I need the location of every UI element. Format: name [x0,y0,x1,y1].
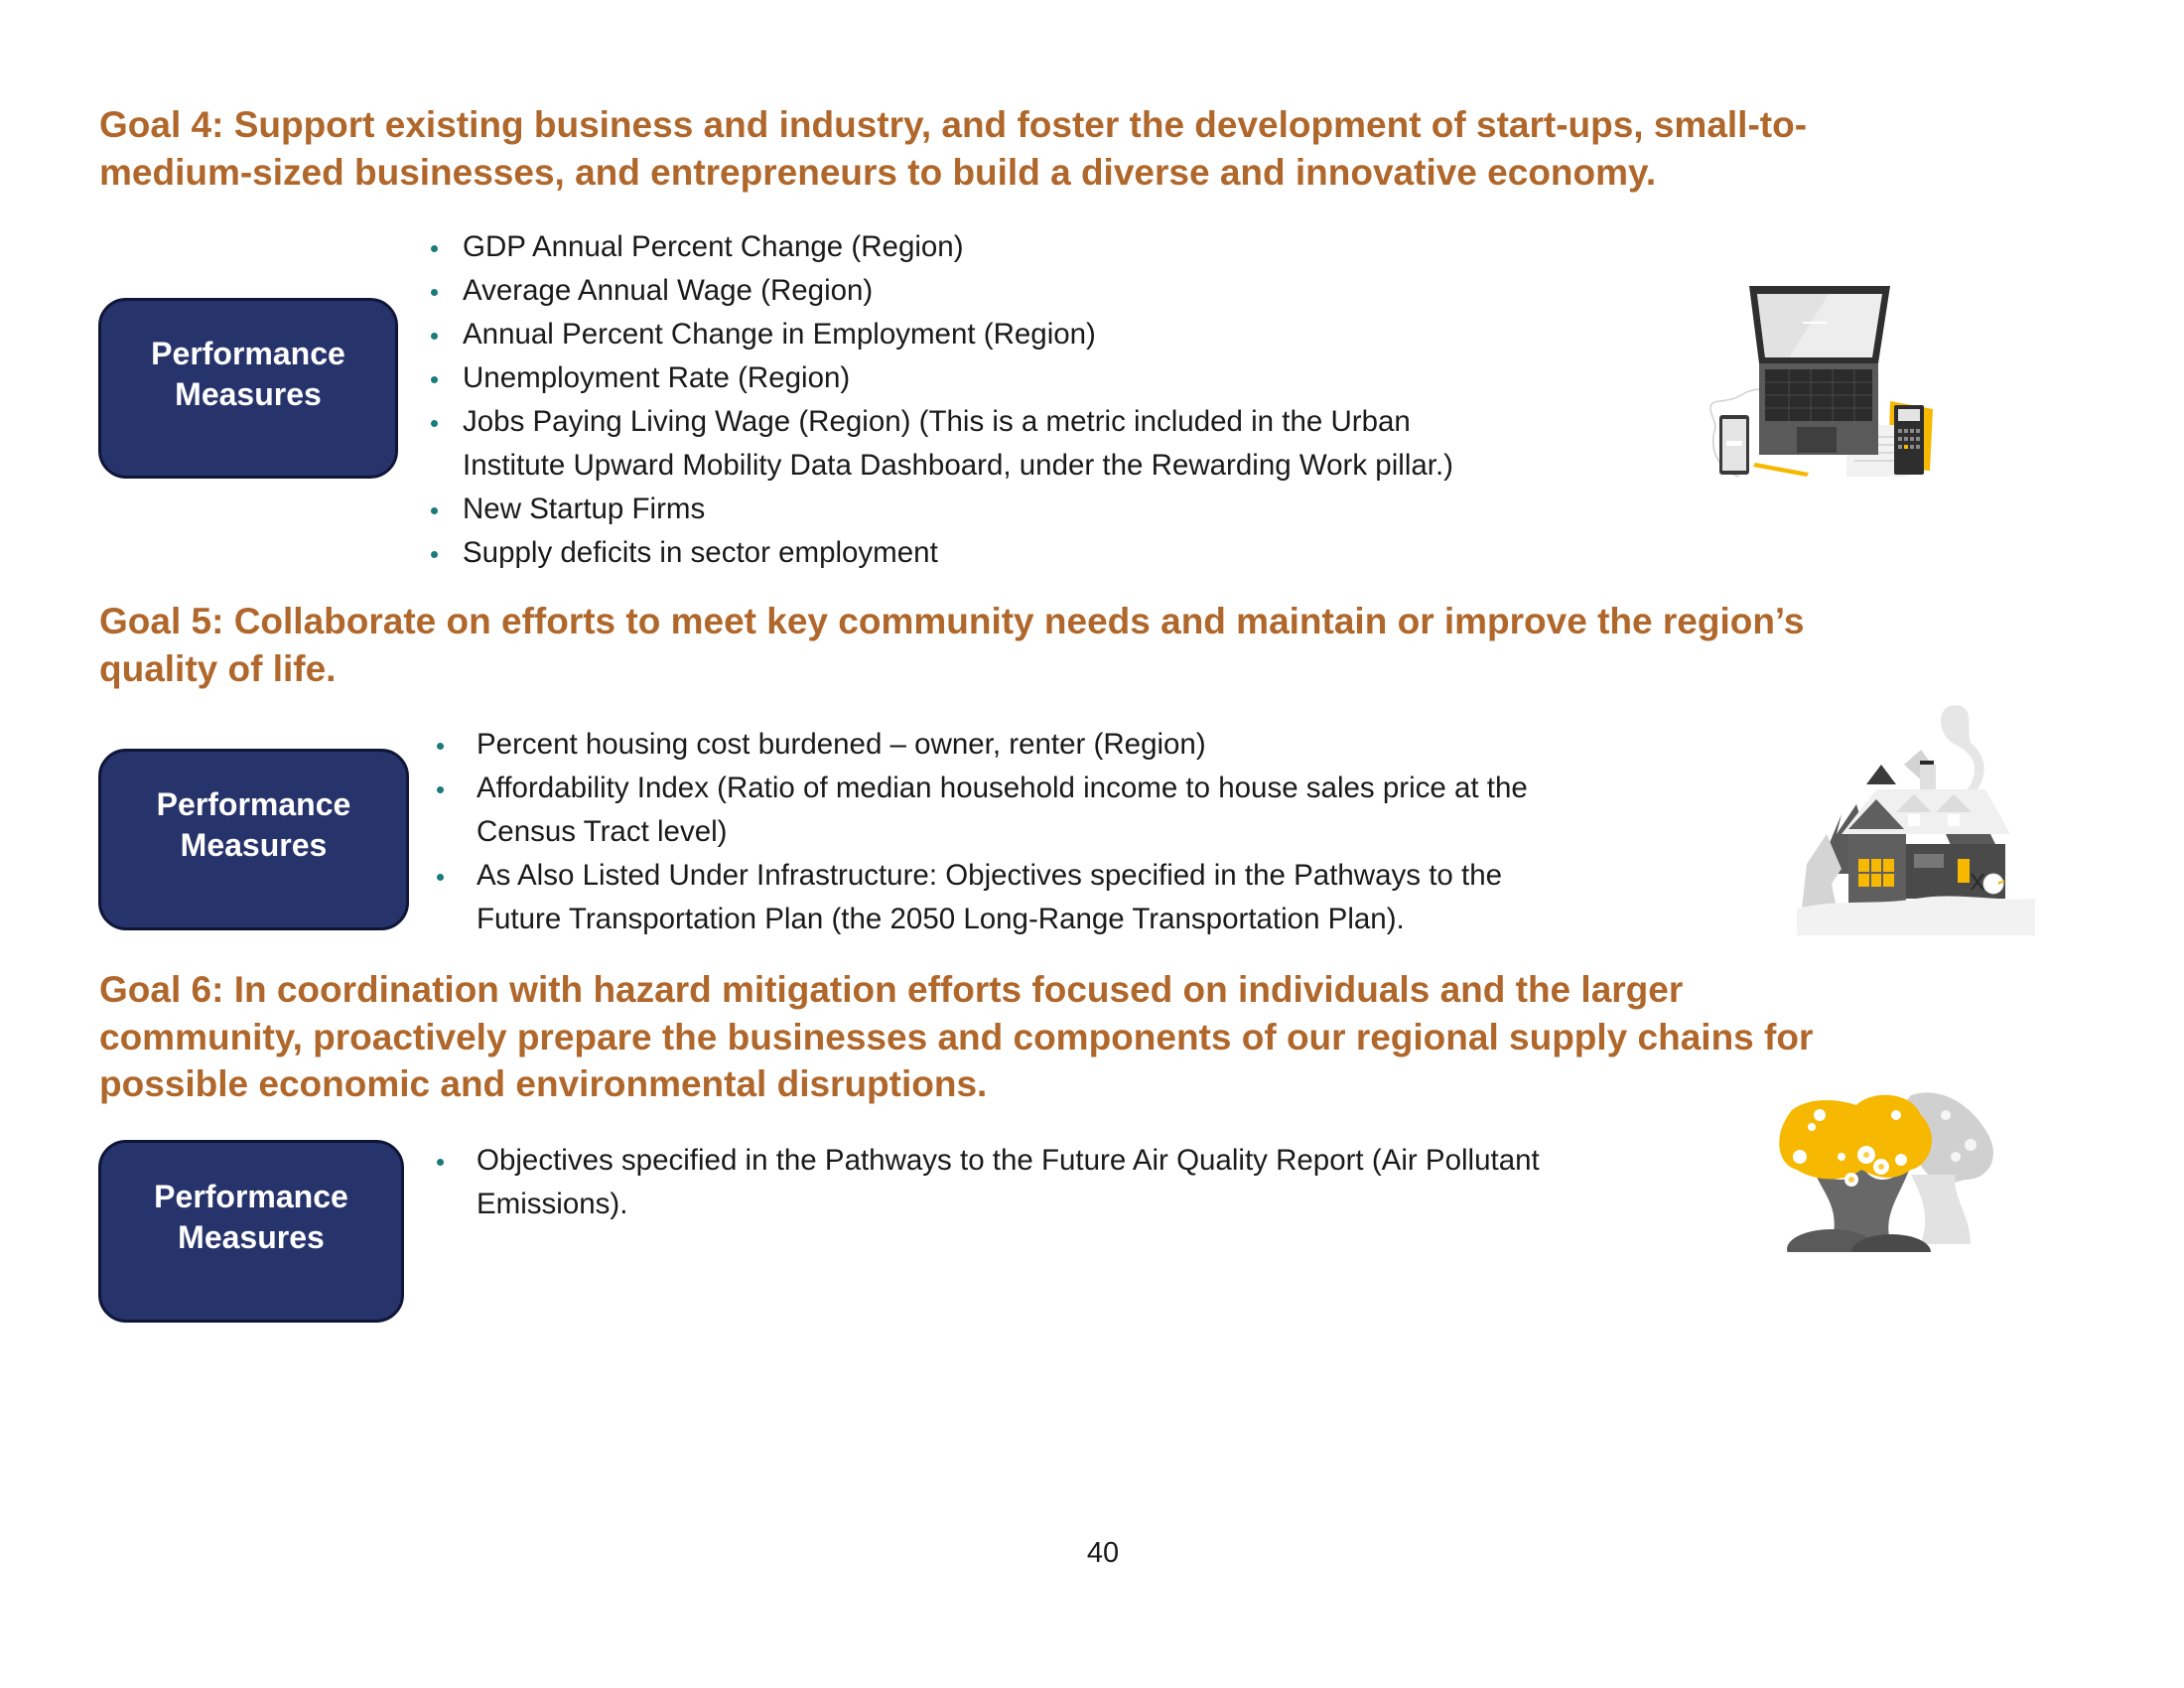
goal-6-title-line: possible economic and environmental disruptions. [99,1063,988,1104]
list-item [477,1139,1540,1226]
blossom-tree-icon [1772,1085,2000,1259]
list-item [463,313,1453,356]
bullet-icon [437,786,444,793]
list-item [477,723,1528,767]
list-item [477,854,1528,941]
bullet-icon [431,376,438,383]
performance-measures-box-goal-6 [98,1140,404,1323]
measure-text: Jobs Paying Living Wage (Region) (This is a metric included in the Urban [463,405,1411,438]
measure-text: Annual Percent Change in Employment (Region) [463,318,1096,351]
goal-5-title-line: Goal 5: Collaborate on efforts to meet key community needs and maintain or improve the region’s [99,601,1805,641]
measure-text: Institute Upward Mobility Data Dashboard, under the Rewarding Work pillar.) [463,449,1454,482]
bullet-icon [431,289,438,296]
measure-text: Supply deficits in sector employment [463,536,938,569]
goal-4-measures-list [463,225,1453,575]
measure-text: GDP Annual Percent Change (Region) [463,230,964,263]
bullet-icon [431,333,438,340]
box-label-line: Performance [156,786,351,822]
goal-5-measures-list [477,723,1528,941]
goal-5-title-line: quality of life. [99,647,337,689]
laptop-desk-icon [1700,282,1968,481]
measure-text: Objectives specified in the Pathways to the Future Air Quality Report (Air Pollutant [477,1144,1540,1177]
bullet-icon [431,507,438,514]
measure-text: Unemployment Rate (Region) [463,361,851,394]
measure-text: Future Transportation Plan (the 2050 Long-Range Transportation Plan). [477,903,1405,935]
list-item [463,269,1453,313]
list-item [463,356,1453,400]
bullet-icon [437,874,444,881]
measure-text: Affordability Index (Ratio of median household income to house sales price at the [477,772,1528,804]
goal-4-title-line: medium-sized businesses, and entrepreneurs to build a diverse and innovative economy. [99,151,1657,193]
measure-text: Average Annual Wage (Region) [463,274,874,307]
goal-4-title [99,101,2105,196]
snowy-house-icon [1797,695,2040,935]
list-item [463,225,1453,269]
list-item [477,767,1528,854]
box-label-line: Measures [178,1219,325,1255]
goal-6-measures-list [477,1139,1540,1226]
list-item [463,531,1453,575]
list-item [463,488,1453,531]
bullet-icon [431,551,438,558]
goal-6-title-line: community, proactively prepare the businesses and components of our regional supply chains for [99,1016,1814,1057]
box-label-line: Performance [151,336,345,371]
bullet-icon [431,420,438,427]
goal-4-title-line: Goal 4: Support existing business and industry, and foster the development of start-ups, small-to- [99,104,1808,145]
measure-text: Percent housing cost burdened – owner, renter (Region) [477,728,1206,761]
performance-measures-box-goal-5 [98,749,409,930]
bullet-icon [437,743,444,750]
measure-text: Census Tract level) [477,815,728,848]
measure-text: Emissions). [477,1188,628,1220]
performance-measures-box-goal-4 [98,298,398,479]
box-label-line: Performance [154,1179,348,1214]
goal-5-title [99,598,2105,692]
measure-text: New Startup Firms [463,492,706,525]
bullet-icon [431,245,438,252]
box-label-line: Measures [180,827,328,863]
list-item [463,400,1453,488]
goal-6-title-line: Goal 6: In coordination with hazard mitigation efforts focused on individuals and the larger [99,969,1684,1010]
bullet-icon [437,1159,444,1166]
page-number: 40 [1086,1537,1120,1569]
box-label-line: Measures [175,376,322,412]
measure-text: As Also Listed Under Infrastructure: Objectives specified in the Pathways to the [477,859,1503,892]
